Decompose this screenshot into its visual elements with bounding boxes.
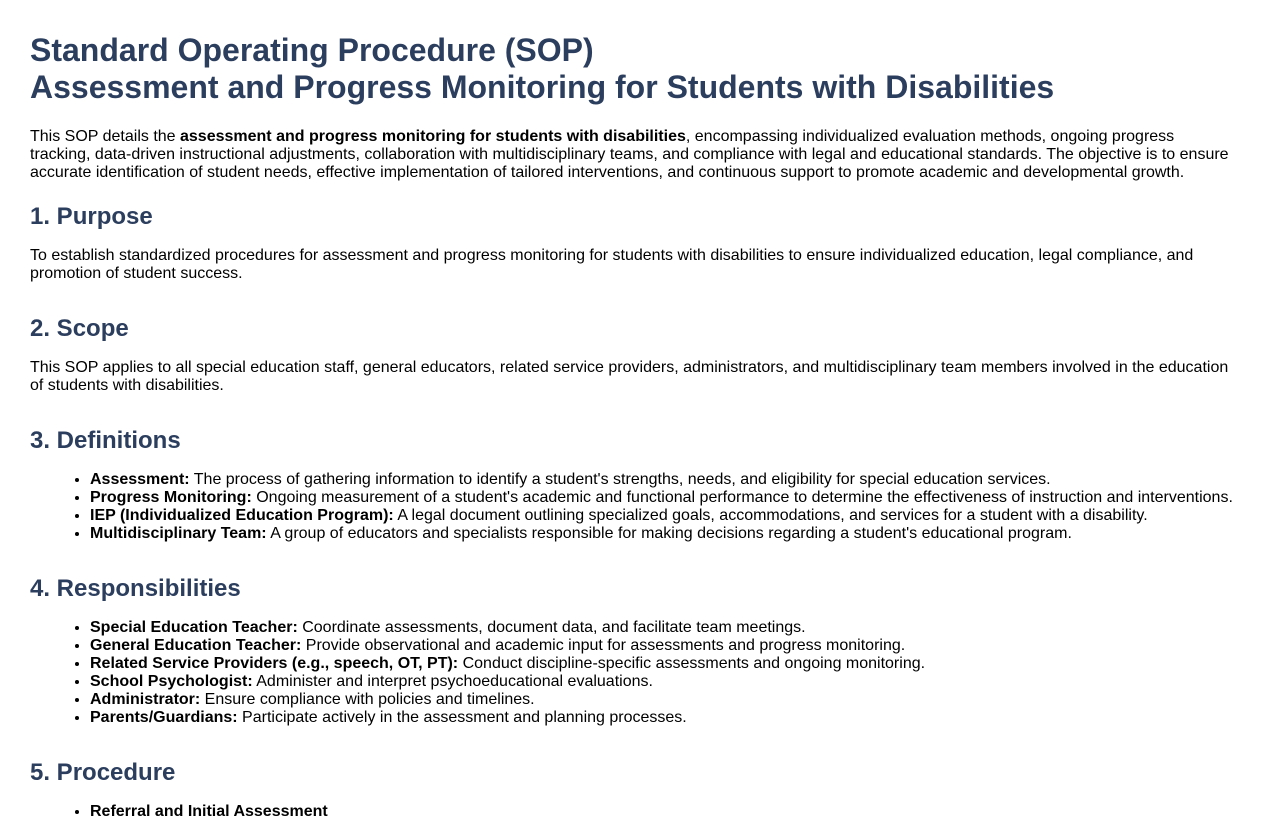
procedure-heading: 5. Procedure	[30, 759, 176, 786]
definition-term: Progress Monitoring:	[90, 489, 252, 506]
role-text: Conduct discipline-specific assessments and ongoing monitoring.	[458, 655, 926, 672]
list-item	[90, 619, 1233, 637]
definitions-list	[30, 471, 1233, 543]
responsibilities-list	[30, 619, 1233, 727]
list-item	[90, 507, 1233, 525]
responsibilities-heading: 4. Responsibilities	[30, 575, 241, 602]
list-item	[90, 525, 1233, 543]
role-text: Ensure compliance with policies and timelines.	[200, 691, 535, 708]
intro-paragraph	[30, 128, 1233, 182]
role-text: Administer and interpret psychoeducational evaluations.	[252, 673, 653, 690]
intro-bold-phrase: assessment and progress monitoring for students with disabilities	[180, 128, 686, 145]
list-item	[90, 471, 1233, 489]
list-item	[90, 691, 1233, 709]
role-text: Coordinate assessments, document data, and facilitate team meetings.	[297, 619, 806, 636]
list-item	[90, 709, 1233, 727]
role-text: Provide observational and academic input for assessments and progress monitoring.	[301, 637, 906, 654]
procedure-list	[30, 803, 1233, 821]
definition-term: Assessment:	[90, 471, 190, 488]
list-item	[90, 489, 1233, 507]
role-term: Administrator:	[90, 691, 201, 708]
intro-suffix: , encompassing individualized evaluation methods, ongoing progress tracking, data-driven instructional adjustments, collaboration with multidisciplinary teams, and compliance with legal and educational standards. The objective is to ensure accurate identification of student needs, effective implementation of tailored interventions, and continuous support to promote academic and developmental growth.	[30, 128, 1229, 181]
list-item	[90, 637, 1233, 655]
definition-text: A legal document outlining specialized goals, accommodations, and services for a student with a disability.	[393, 507, 1148, 524]
purpose-text: To establish standardized procedures for assessment and progress monitoring for students with disabilities to ensure individualized education, legal compliance, and promotion of student success.	[30, 247, 1194, 282]
purpose-heading: 1. Purpose	[30, 203, 153, 230]
page-title	[30, 30, 1233, 106]
role-term: Related Service Providers (e.g., speech, OT, PT):	[90, 655, 459, 672]
role-term: School Psychologist:	[90, 673, 253, 690]
definition-term: IEP (Individualized Education Program):	[90, 507, 394, 524]
intro-prefix: This SOP details the	[30, 128, 180, 145]
role-term: Parents/Guardians:	[90, 709, 238, 726]
list-item	[90, 655, 1233, 673]
scope-text: This SOP applies to all special education staff, general educators, related service providers, administrators, and multidisciplinary team members involved in the education of students with disabilities.	[30, 359, 1229, 394]
definitions-heading: 3. Definitions	[30, 427, 181, 454]
list-item	[90, 803, 1233, 821]
page-title-line-2: Assessment and Progress Monitoring for Students with Disabilities	[30, 69, 1055, 105]
role-text: Participate actively in the assessment and planning processes.	[237, 709, 687, 726]
scope-heading: 2. Scope	[30, 315, 129, 342]
role-term: General Education Teacher:	[90, 637, 302, 654]
role-term: Special Education Teacher:	[90, 619, 298, 636]
page-title-line-1: Standard Operating Procedure (SOP)	[30, 32, 594, 68]
procedure-step: Referral and Initial Assessment	[90, 803, 328, 820]
list-item	[90, 673, 1233, 691]
definition-text: A group of educators and specialists responsible for making decisions regarding a student's educational program.	[266, 525, 1072, 542]
definition-text: Ongoing measurement of a student's academic and functional performance to determine the effectiveness of instruction and interventions.	[251, 489, 1233, 506]
definition-text: The process of gathering information to identify a student's strengths, needs, and eligibility for special education services.	[189, 471, 1051, 488]
definition-term: Multidisciplinary Team:	[90, 525, 267, 542]
